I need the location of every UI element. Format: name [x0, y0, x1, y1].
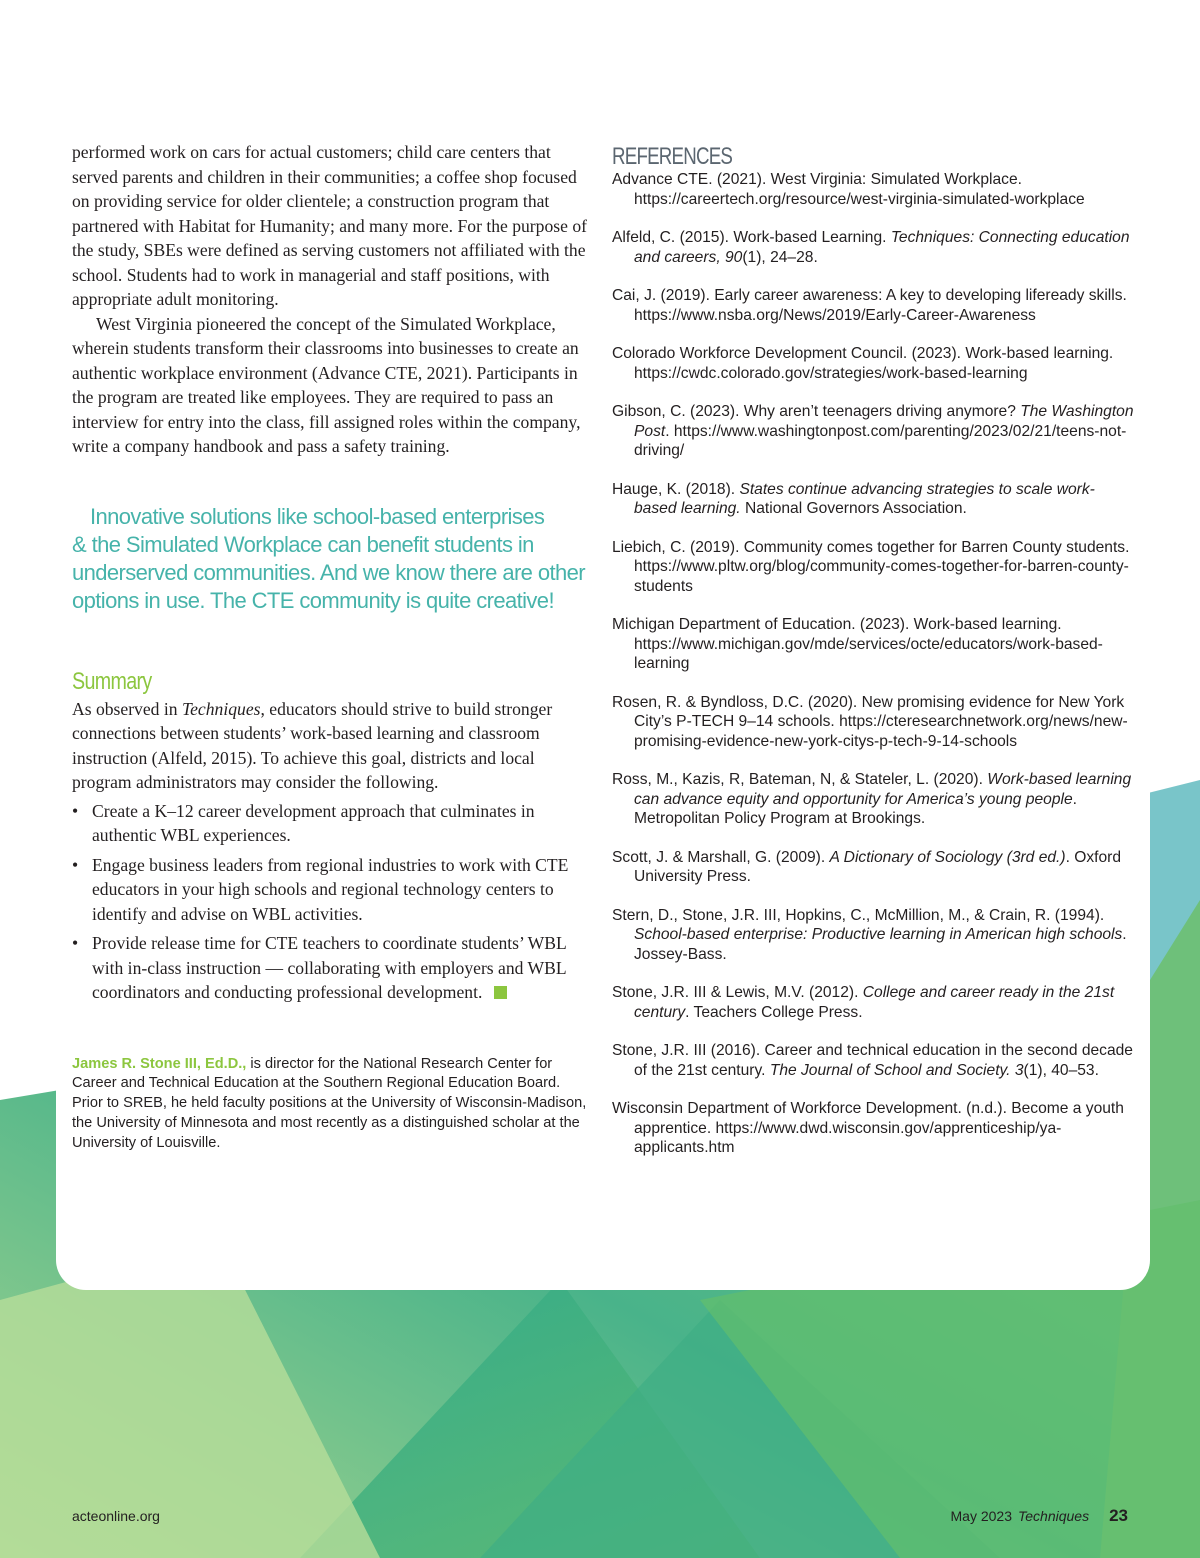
author-bio: James R. Stone III, Ed.D., is director for the National Research Center for Career and Technical Education at the Southern Regional Education Board. Prior to SREB, he held faculty positions at the University of Wisconsin-Madison, the University of Minnesota and most recently as a distinguished scholar at the University of Louisville. — [72, 1055, 587, 1151]
reference-item: Michigan Department of Education. (2023). Work-based learning. https://www.michigan.gov/mde/services/octe/educators/work-based-learning — [612, 616, 1103, 672]
footer-issue-date: May 2023 — [950, 1508, 1012, 1524]
footer-site: acteonline.org — [72, 1508, 160, 1524]
footer-magazine: Techniques — [1017, 1508, 1090, 1524]
reference-item: Advance CTE. (2021). West Virginia: Simulated Workplace. https://careertech.org/resource/west-virginia-simulated-workplace — [612, 171, 1085, 208]
list-item: • Create a K–12 career development approach that culminates in authentic WBL experiences. — [72, 800, 535, 845]
reference-item: Stone, J.R. III (2016). Career and technical education in the second decade of the 21st century. The Journal of School and Society. 3(1), 40–53. — [612, 1042, 1133, 1079]
reference-item: Liebich, C. (2019). Community comes together for Barren County students. https://www.pltw.org/blog/community-comes-together-for-barren-county-students — [612, 538, 1130, 595]
summary-heading: Summary — [72, 667, 152, 695]
reference-item: Colorado Workforce Development Council. (2023). Work-based learning. https://cwdc.colorado.gov/strategies/work-based-learning — [612, 345, 1114, 382]
reference-item: Wisconsin Department of Workforce Development. (n.d.). Become a youth apprentice. https://www.dwd.wisconsin.gov/apprenticeship/ya-applicants.htm — [612, 1100, 1124, 1156]
reference-item: Scott, J. & Marshall, G. (2009). A Dictionary of Sociology (3rd ed.). Oxford University Press. — [612, 848, 1122, 885]
end-mark-icon — [494, 986, 507, 999]
list-item: • Engage business leaders from regional industries to work with CTE educators in your high schools and regional technology centers to identify and advise on WBL activities. — [72, 854, 569, 924]
pull-quote — [72, 503, 592, 615]
reference-item: Gibson, C. (2023). Why aren’t teenagers driving anymore? The Washington Post. https://www.washingtonpost.com/parenting/2023/02/21/teens-not-driving/ — [612, 403, 1134, 459]
article-column — [72, 140, 592, 1153]
summary-intro: As observed in Techniques, educators should strive to build stronger connections between students’ work-based learning and classroom instruction (Alfeld, 2015). To achieve this goal, districts and local program administrators may consider the following. — [72, 698, 553, 792]
reference-item: Alfeld, C. (2015). Work-based Learning. Techniques: Connecting education and careers, 90(1), 24–28. — [612, 229, 1130, 266]
pull-quote-line: options in use. The CTE community is quite creative! — [72, 587, 554, 613]
list-item: • Provide release time for CTE teachers to coordinate students’ WBL with in-class instruction — collaborating with employers and WBL coordinators and conducting professional development. — [72, 933, 567, 1002]
author-name: James R. Stone III, Ed.D., — [72, 1055, 247, 1072]
reference-item: Hauge, K. (2018). States continue advancing strategies to scale work-based learning. National Governors Association. — [612, 480, 1095, 517]
references-column — [612, 144, 1137, 1177]
pull-quote-line: underserved communities. And we know there are other — [72, 559, 585, 585]
reference-item: Stone, J.R. III & Lewis, M.V. (2012). College and career ready in the 21st century. Teachers College Press. — [612, 984, 1115, 1021]
body-paragraph: West Virginia pioneered the concept of the Simulated Workplace, wherein students transform their classrooms into businesses to create an authentic workplace environment (Advance CTE, 2021). Participants in the program are treated like employees. They are required to pass an interview for entry into the class, fill assigned roles within the company, write a company handbook and pass a safety training. — [72, 313, 581, 456]
reference-item: Stern, D., Stone, J.R. III, Hopkins, C., McMillion, M., & Crain, R. (1994). School-based enterprise: Productive learning in American high schools. Jossey-Bass. — [612, 906, 1127, 963]
bullet-icon: • — [72, 933, 79, 953]
pull-quote-line: Innovative solutions like school-based enterprises — [90, 503, 545, 529]
footer-issue — [951, 1506, 1129, 1526]
bullet-icon: • — [72, 800, 79, 821]
reference-item: Cai, J. (2019). Early career awareness: A key to developing lifeready skills. https://www.nsba.org/News/2019/Early-Career-Awareness — [612, 287, 1127, 324]
body-paragraph: performed work on cars for actual customers; child care centers that served parents and children in their communities; a coffee shop focused on providing service for older clientele; a construction program that partnered with Habitat for Humanity; and many more. For the purpose of the study, SBEs were defined as serving customers not affiliated with the school. Students had to work in managerial and staff positions, with appropriate adult monitoring. — [72, 142, 587, 309]
references-heading: REFERENCES — [612, 143, 733, 170]
bullet-icon: • — [72, 854, 79, 875]
pull-quote-line: & the Simulated Workplace can benefit students in — [72, 531, 534, 557]
summary-list — [72, 799, 592, 1005]
reference-item: Rosen, R. & Byndloss, D.C. (2020). New promising evidence for New York City’s P-TECH 9–14 schools. https://cteresearchnetwork.org/news/new-promising-evidence-new-york-citys-p-tech-9-14-schools — [612, 693, 1128, 750]
page-number: 23 — [1109, 1506, 1128, 1525]
reference-item: Ross, M., Kazis, R, Bateman, N, & Stateler, L. (2020). Work-based learning can advance equity and opportunity for America’s young people. Metropolitan Policy Program at Brookings. — [612, 771, 1132, 827]
